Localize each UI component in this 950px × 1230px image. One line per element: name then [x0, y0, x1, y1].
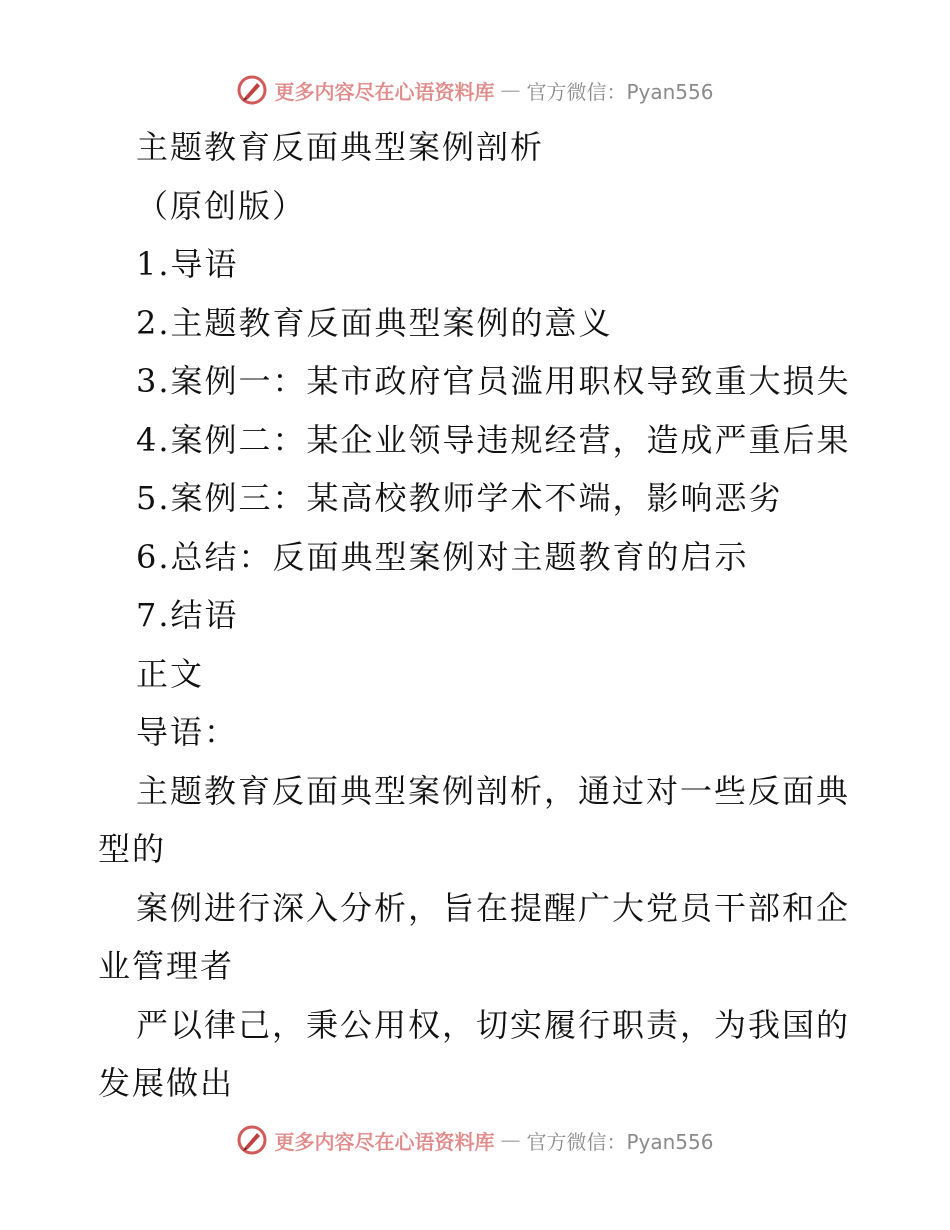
- banner-site-text: 更多内容尽在心语资料库: [274, 79, 495, 104]
- document-subtitle: （原创版）: [136, 186, 307, 225]
- header-watermark-banner: [0, 70, 950, 110]
- section-heading: 导语：: [136, 713, 239, 751]
- banner-dash: —: [500, 78, 521, 102]
- document-body: [98, 118, 858, 1113]
- outline-item: 6.总结：反面典型案例对主题教育的启示: [136, 537, 749, 576]
- banner-dash: —: [500, 1128, 521, 1152]
- paragraph-line: 型的: [98, 830, 167, 868]
- banner-site-text: 更多内容尽在心语资料库: [274, 1129, 495, 1154]
- outline-item: 4.案例二：某企业领导违规经营，造成严重后果: [136, 420, 851, 459]
- document-title: 主题教育反面典型案例剖析: [136, 128, 545, 166]
- paragraph-line: 业管理者: [98, 947, 235, 985]
- outline-item: 1.导语: [136, 245, 239, 283]
- footer-watermark-banner: [0, 1120, 950, 1160]
- pen-logo-icon: [236, 74, 268, 106]
- outline-item: 7.结语: [136, 596, 239, 634]
- banner-wechat-text: 官方微信：Pyan556: [526, 1129, 714, 1154]
- paragraph-line: 发展做出: [98, 1064, 235, 1102]
- paragraph-line: 主题教育反面典型案例剖析，通过对一些反面典: [136, 771, 851, 810]
- pen-logo-icon: [236, 1124, 268, 1156]
- section-heading: 正文: [136, 654, 205, 693]
- paragraph-line: 案例进行深入分析，旨在提醒广大党员干部和企: [136, 888, 851, 927]
- outline-item: 5.案例三：某高校教师学术不端，影响恶劣: [136, 479, 783, 517]
- paragraph-line: 严以律己，秉公用权，切实履行职责，为我国的: [136, 1005, 851, 1044]
- banner-wechat-text: 官方微信：Pyan556: [526, 79, 714, 104]
- outline-item: 3.案例一：某市政府官员滥用职权导致重大损失: [136, 362, 851, 400]
- outline-item: 2.主题教育反面典型案例的意义: [136, 303, 613, 342]
